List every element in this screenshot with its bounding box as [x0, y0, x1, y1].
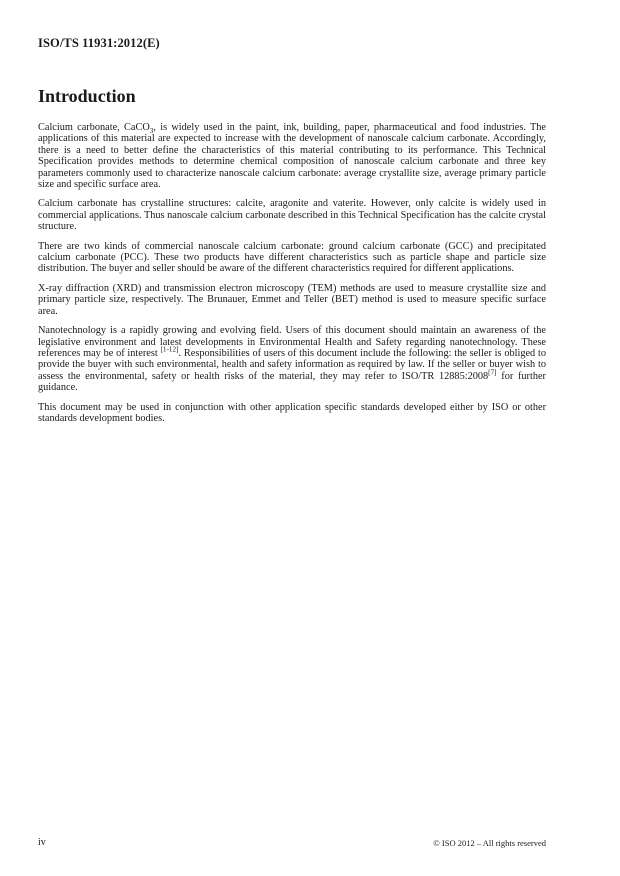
section-body [38, 122, 546, 432]
paragraph-text: , is widely used in the paint, ink, building, paper, pharmaceutical and food industries. The applications of this material are expected to increase with the development of nanoscale calcium carbonate. Accordingly, there is a need to better define the characteristics of this material contributing to its performance. This Technical Specification provides methods to determine chemical composition of nanoscale calcium carbonate and three key parameters commonly used to characterize nanoscale calcium carbonate: average crystallite size, average primary particle size and specific surface area. [38, 122, 546, 191]
paragraph-nanotechnology [38, 325, 546, 393]
reference-citation: [7] [488, 368, 497, 377]
paragraph-commercial-kinds: There are two kinds of commercial nanoscale calcium carbonate: ground calcium carbonate (GCC) and precipitated calcium carbonate (PCC). These two products have different characteristics such as particle shape and particle size distribution. The buyer and seller should be aware of the different characteristics required for different applications. [38, 240, 546, 275]
paragraph-text: . Responsibilities of users of this document include the following: the seller is obliged to provide the buyer with such environmental, health and safety information as required by law. If the seller or buyer wish to assess the environmental, safety or health risks of the material, they may refer to ISO/TR 12885:2008 [38, 347, 546, 382]
paragraph-methods: X-ray diffraction (XRD) and transmission electron microscopy (TEM) methods are used to measure crystallite size and primary particle size, respectively. The Brunauer, Emmet and Teller (BET) method is used to measure specific surface area. [38, 282, 546, 317]
section-title: Introduction [38, 86, 136, 106]
paragraph-crystal-structure: Calcium carbonate has crystalline structures: calcite, aragonite and vaterite. However, only calcite is widely used in commercial applications. Thus nanoscale calcium carbonate described in this Technical Specification has the calcite crystal structure. [38, 198, 546, 233]
document-identifier: ISO/TS 11931:2012(E) [38, 36, 160, 50]
subscript: 3 [149, 127, 154, 136]
paragraph-usage: This document may be used in conjunction with other application specific standards developed either by ISO or other standards development bodies. [38, 401, 546, 424]
page-number: iv [38, 837, 46, 848]
paragraph-text: Nanotechnology is a rapidly growing and evolving field. Users of this document should maintain an awareness of the legislative environment and latest developments in Environmental Health and Safety regarding nanotechnology. These references may be of interest [38, 325, 546, 359]
copyright-notice: © ISO 2012 – All rights reserved [433, 838, 546, 848]
paragraph-text: for further guidance. [38, 370, 546, 394]
paragraph-intro [38, 122, 546, 190]
paragraph-text: Calcium carbonate, CaCO [38, 122, 150, 133]
reference-citation: [1-12] [160, 345, 179, 354]
